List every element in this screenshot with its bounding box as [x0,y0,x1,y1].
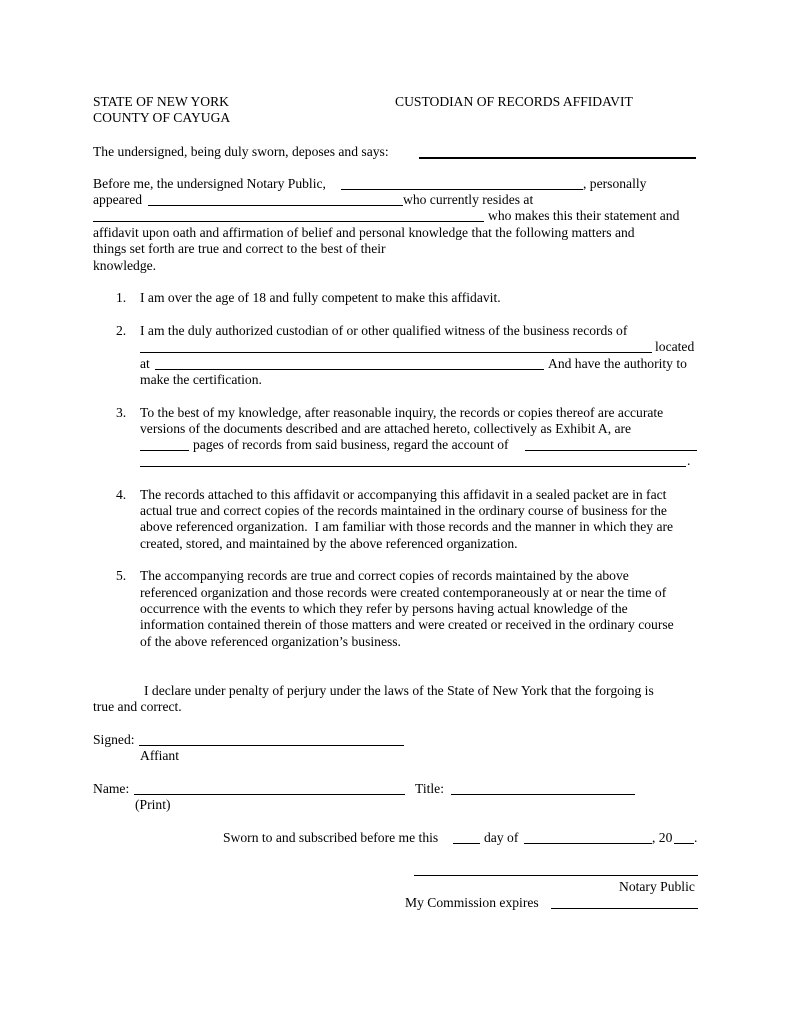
county-heading: COUNTY OF CAYUGA [93,110,231,125]
authority-text: And have the authority to [548,356,687,371]
item-text: referenced organization and those records were created contemporaneously at or near the time of [140,585,667,600]
print-label: (Print) [135,797,171,812]
state-heading: STATE OF NEW YORK [93,94,229,109]
appeared-text: appeared [93,192,143,207]
notary-public-label: Notary Public [619,879,695,894]
name-blank[interactable] [134,794,405,795]
declaration-text: true and correct. [93,699,182,714]
statement-text: who makes this their statement and [488,208,680,223]
day-of-text: day of [484,830,519,845]
item-number: 5. [116,568,127,583]
item-text: The records attached to this affidavit or accompanying this affidavit in a sealed packet are in fact [140,487,667,502]
period-text: . [694,830,698,845]
intro-line: affidavit upon oath and affirmation of belief and personal knowledge that the following matters and [93,225,635,240]
item-text: of the above referenced organization’s business. [140,634,401,649]
account-continued-blank[interactable] [140,466,686,467]
item-text: information contained therein of those matters and were created or received in the ordinary course [140,617,674,632]
item-number: 1. [116,290,127,305]
year-blank[interactable] [674,843,694,844]
notary-name-blank[interactable] [341,189,583,190]
business-address-blank[interactable] [155,369,544,370]
title-blank[interactable] [451,794,635,795]
page-count-blank[interactable] [140,450,189,451]
before-me-text: Before me, the undersigned Notary Public, [93,176,326,191]
year-prefix-text: , 20 [652,830,673,845]
commission-blank[interactable] [551,908,698,909]
personally-text: , personally [583,176,647,191]
signed-label: Signed: [93,732,135,747]
intro-line: things set forth are true and correct to the best of their [93,241,386,256]
item-text: versions of the documents described and are attached hereto, collectively as Exhibit A, are [140,421,632,436]
item-text: To the best of my knowledge, after reasonable inquiry, the records or copies thereof are accurate [140,405,664,420]
pages-text: pages of records from said business, regard the account of [193,437,509,452]
affiant-label: Affiant [140,748,180,763]
item-text: make the certification. [140,372,262,387]
account-blank[interactable] [525,450,697,451]
item-number: 2. [116,323,127,338]
item-text: created, stored, and maintained by the above referenced organization. [140,536,518,551]
intro-line: knowledge. [93,258,157,273]
item-number: 4. [116,487,127,502]
affiant-name-blank[interactable] [148,205,403,206]
sworn-to-text: Sworn to and subscribed before me this [223,830,439,845]
commission-label: My Commission expires [405,895,539,910]
declaration-text: I declare under penalty of perjury under the laws of the State of New York that the forgoing is [144,683,654,698]
notary-signature-blank[interactable] [414,875,698,876]
item-text: I am the duly authorized custodian of or other qualified witness of the business records of [140,323,628,338]
affiant-address-blank[interactable] [93,221,484,222]
day-blank[interactable] [453,843,480,844]
item-number: 3. [116,405,127,420]
item-text: occurrence with the events to which they refer by persons having actual knowledge of the [140,601,628,616]
business-name-blank[interactable] [140,352,652,353]
item-text: above referenced organization. I am familiar with those records and the manner in which they are [140,519,674,534]
signature-blank[interactable] [139,745,404,746]
resides-text: who currently resides at [403,192,534,207]
period-text: . [687,453,691,468]
month-blank[interactable] [524,843,652,844]
document-title: CUSTODIAN OF RECORDS AFFIDAVIT [395,94,633,109]
item-text: I am over the age of 18 and fully competent to make this affidavit. [140,290,501,305]
name-label: Name: [93,781,130,796]
item-text: actual true and correct copies of the records maintained in the ordinary course of business for the [140,503,667,518]
sworn-statement: The undersigned, being duly sworn, deposes and says: [93,144,389,159]
at-text: at [140,356,150,371]
located-text: located [655,339,695,354]
deponent-blank[interactable] [419,157,696,159]
item-text: The accompanying records are true and correct copies of records maintained by the above [140,568,629,583]
title-label: Title: [415,781,444,796]
